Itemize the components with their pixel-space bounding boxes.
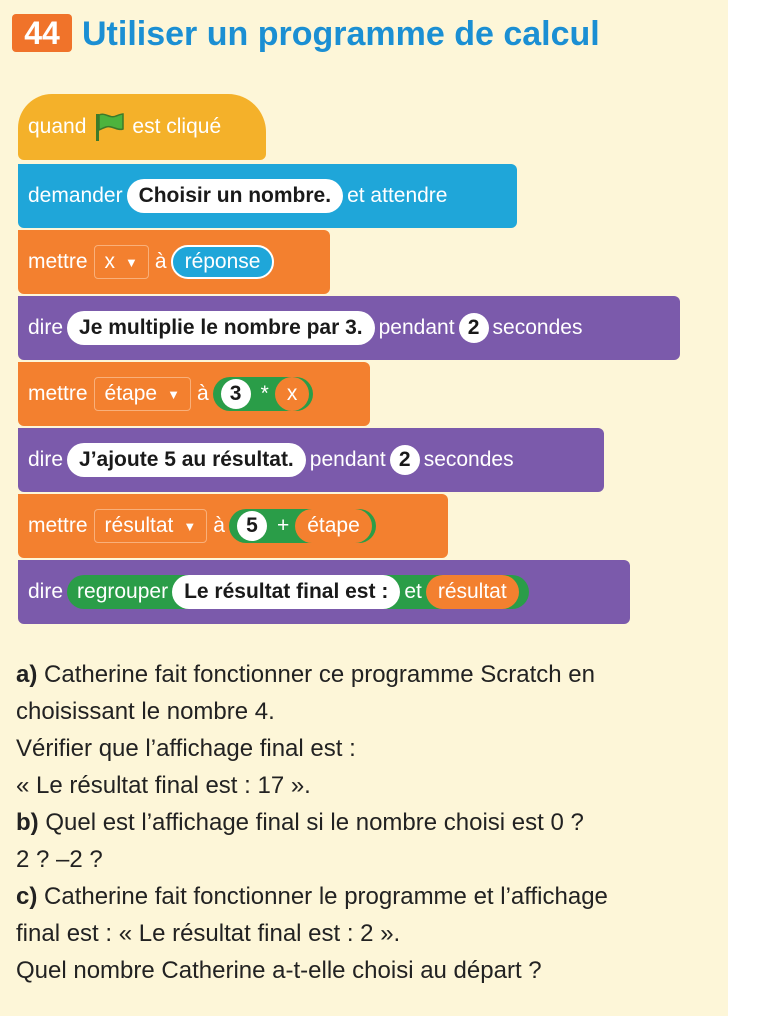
question-b-line2: 2 ? –2 ? — [16, 846, 103, 873]
question-c-text-1: Catherine fait fonctionner le programme et l’affichage — [37, 883, 608, 910]
say-for-secs-block-2 — [18, 428, 604, 492]
question-a-line4: « Le résultat final est : 17 ». — [16, 772, 311, 799]
when-flag-clicked-block — [18, 94, 266, 160]
to-label: à — [213, 514, 225, 537]
seconds-value: 2 — [459, 313, 489, 343]
operator-symbol: + — [276, 514, 290, 537]
set-x-label: mettre — [28, 250, 88, 273]
say-label: dire — [28, 580, 64, 603]
operand-left: 3 — [221, 379, 251, 409]
variable-name: résultat — [104, 514, 174, 537]
set-etape-label: mettre — [28, 382, 88, 405]
exercise-title: Utiliser un programme de calcul — [82, 15, 600, 53]
join-label: regrouper — [77, 580, 169, 603]
say-label: dire — [28, 448, 64, 471]
and-label: et — [404, 580, 422, 603]
say-label: dire — [28, 316, 64, 339]
set-resultat-label: mettre — [28, 514, 88, 537]
etape-reporter: étape — [295, 509, 372, 543]
exercise-number: 44 — [12, 14, 72, 52]
question-b-text-1: Quel est l’affichage final si le nombre choisi est 0 ? — [38, 809, 584, 836]
answer-reporter: réponse — [171, 245, 275, 279]
question-c-line1 — [16, 878, 716, 915]
during-label: pendant — [309, 448, 386, 471]
question-b-label: b) — [16, 809, 39, 836]
say-for-secs-block-1 — [18, 296, 680, 360]
seconds-label: secondes — [423, 448, 514, 471]
to-label: à — [196, 382, 209, 405]
seconds-label: secondes — [492, 316, 583, 339]
question-c-label: c) — [16, 883, 38, 910]
question-a-line1 — [16, 656, 716, 693]
to-label: à — [154, 250, 167, 273]
ask-label: demander — [28, 184, 123, 207]
question-a-text-1: Catherine fait fonctionner ce programme Scratch en — [37, 661, 595, 688]
caret-down-icon: ▼ — [183, 518, 197, 534]
green-flag-icon — [92, 111, 126, 143]
variable-name: étape — [104, 382, 158, 405]
operator-symbol: * — [260, 382, 269, 405]
multiply-operator — [213, 377, 314, 411]
variable-dropdown-etape — [94, 377, 191, 411]
ask-after-label: et attendre — [347, 184, 448, 207]
question-c-line2: final est : « Le résultat final est : 2 ». — [16, 920, 401, 947]
exercise-questions — [16, 656, 716, 989]
say-text: Je multiplie le nombre par 3. — [67, 311, 375, 345]
join-operator — [67, 575, 529, 609]
question-a-label: a) — [16, 661, 38, 688]
ask-input: Choisir un nombre. — [127, 179, 344, 213]
say-block-join — [18, 560, 630, 624]
hat-label-after: est cliqué — [132, 115, 222, 138]
question-b-line1 — [16, 804, 716, 841]
join-text: Le résultat final est : — [172, 575, 400, 609]
set-etape-block — [18, 362, 370, 426]
variable-dropdown-x — [94, 245, 149, 279]
caret-down-icon: ▼ — [125, 254, 138, 270]
variable-dropdown-resultat — [94, 509, 208, 543]
hat-label-before: quand — [28, 115, 87, 138]
ask-and-wait-block — [18, 164, 517, 228]
during-label: pendant — [378, 316, 455, 339]
caret-down-icon: ▼ — [167, 386, 180, 402]
variable-name: x — [104, 250, 116, 273]
question-a-line2: choisissant le nombre 4. — [16, 698, 275, 725]
resultat-reporter: résultat — [426, 575, 519, 609]
question-c-line3: Quel nombre Catherine a-t-elle choisi au départ ? — [16, 957, 542, 984]
set-resultat-block — [18, 494, 448, 558]
seconds-value: 2 — [390, 445, 420, 475]
x-reporter: x — [275, 377, 310, 411]
set-x-block — [18, 230, 330, 294]
operand-left: 5 — [237, 511, 267, 541]
question-a-line3: Vérifier que l’affichage final est : — [16, 735, 356, 762]
say-text: J’ajoute 5 au résultat. — [67, 443, 306, 477]
add-operator — [229, 509, 376, 543]
